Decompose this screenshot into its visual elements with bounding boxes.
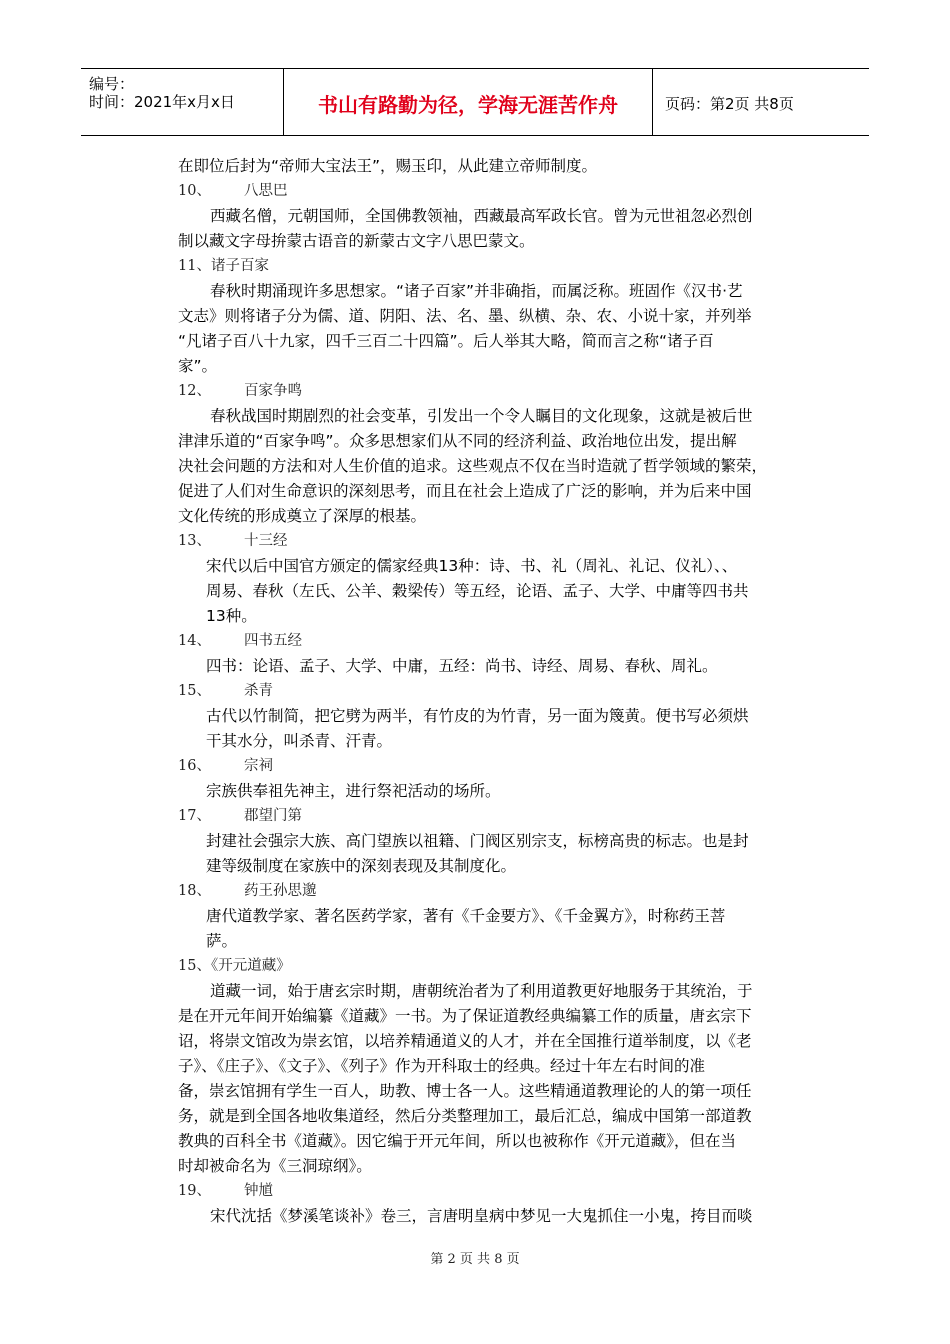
- body-text-line: 萨。: [206, 932, 238, 950]
- body-text-line: 家”。: [178, 357, 218, 375]
- section-heading: [178, 379, 818, 404]
- section-title: 宗祠: [244, 758, 273, 774]
- section-title: 药王孙思邈: [244, 883, 317, 899]
- section-number: 16、: [178, 758, 211, 774]
- body-text-line: 津津乐道的“百家争鸣”。众多思想家们从不同的经济利益、政治地位出发，提出解: [178, 432, 737, 450]
- body-text-line: 宗族供奉祖先神主，进行祭祀活动的场所。: [206, 782, 501, 800]
- header-meta-cell: [81, 69, 283, 135]
- section-number: 18、: [178, 883, 211, 899]
- body-text-line: 教典的百科全书《道藏》。因它编于开元年间，所以也被称作《开元道藏》，但在当: [178, 1132, 737, 1150]
- section-title: 百家争鸣: [244, 383, 302, 399]
- section-heading: [178, 754, 818, 779]
- body-text-line: 四书：论语、孟子、大学、中庸，五经：尚书、诗经、周易、春秋、周礼。: [206, 657, 718, 675]
- section-number: 10、: [178, 183, 211, 199]
- body-text-line: 制以藏文字母拚蒙古语音的新蒙古文字八思巴蒙文。: [178, 232, 535, 250]
- section-heading: [178, 679, 818, 704]
- body-text-line: 促进了人们对生命意识的深刻思考，而且在社会上造成了广泛的影响，并为后来中国: [178, 482, 752, 500]
- body-text-line: 周易、春秋（左氏、公羊、穀梁传）等五经，论语、孟子、大学、中庸等四书共: [206, 582, 749, 600]
- body-text-line: 决社会问题的方法和对人生价值的追求。这些观点不仅在当时造就了哲学领域的繁荣，: [178, 457, 768, 475]
- section-heading: [178, 529, 818, 554]
- body-text-line: “凡诸子百八十九家，四千三百二十四篇”。后人举其大略，简而言之称“诸子百: [178, 332, 714, 350]
- motto-text: 书山有路勤为径，学海无涯苦作舟: [318, 93, 618, 117]
- section-number: 13、: [178, 533, 211, 549]
- header-motto-cell: [283, 69, 653, 135]
- section-heading: [178, 254, 818, 279]
- body-text-line: 唐代道教学家、著名医药学家，著有《千金要方》、《千金翼方》，时称药王菩: [206, 907, 726, 925]
- header-page-cell: [653, 69, 869, 135]
- section-title: 郡望门第: [244, 808, 302, 824]
- body-text-line: 务，就是到全国各地收集道经，然后分类整理加工，最后汇总，编成中国第一部道教: [178, 1107, 752, 1125]
- body-text-line: 春秋时期涌现许多思想家。“诸子百家”并非确指，而属泛称。班固作《汉书·艺: [210, 282, 743, 300]
- body-text-line: 干其水分，叫杀青、汗青。: [206, 732, 393, 750]
- section-number: 19、: [178, 1183, 211, 1199]
- document-body: [178, 154, 818, 1229]
- body-text-line: 宋代沈括《梦溪笔谈补》卷三，言唐明皇病中梦见一大鬼抓住一小鬼，挎目而啖: [210, 1207, 753, 1225]
- time-label: 时间：2021年x月x日: [89, 93, 235, 111]
- section-heading: [178, 1179, 818, 1204]
- section-title: 八思巴: [244, 183, 288, 199]
- section-number: 15、《开元道藏》: [178, 958, 291, 974]
- body-text-line: 文化传统的形成奠立了深厚的根基。: [178, 507, 427, 525]
- section-heading: [178, 954, 818, 979]
- body-text-line: 封建社会强宗大族、高门望族以祖籍、门阀区别宗支，标榜高贵的标志。也是封: [206, 832, 749, 850]
- section-title: 十三经: [244, 533, 288, 549]
- section-number: 17、: [178, 808, 211, 824]
- body-text-line: 西藏名僧，元朝国师，全国佛教领袖，西藏最高军政长官。曾为元世祖忽必烈创: [210, 207, 753, 225]
- body-text-line: 宋代以后中国官方颁定的儒家经典13种：诗、书、礼（周礼、礼记、仪礼）、、: [206, 557, 738, 575]
- body-text-line: 是在开元年间开始编纂《道藏》一书。为了保证道教经典编纂工作的质量，唐玄宗下: [178, 1007, 752, 1025]
- section-number: 11、诸子百家: [178, 258, 269, 274]
- section-number: 12、: [178, 383, 211, 399]
- section-heading: [178, 179, 818, 204]
- section-heading: [178, 879, 818, 904]
- body-text-line: 子》、《庄子》、《文子》、《列子》作为开科取士的经典。经过十年左右时间的准: [178, 1057, 706, 1075]
- body-text-line: 春秋战国时期剧烈的社会变革，引发出一个令人瞩目的文化现象，这就是被后世: [210, 407, 753, 425]
- body-text-line: 在即位后封为“帝师大宝法王”，赐玉印，从此建立帝师制度。: [178, 157, 598, 175]
- body-text-line: 13种。: [206, 607, 257, 625]
- body-text-line: 道藏一词，始于唐玄宗时期，唐朝统治者为了利用道教更好地服务于其统治，于: [210, 982, 753, 1000]
- section-number: 14、: [178, 633, 211, 649]
- serial-number-label: 编号：: [89, 75, 135, 93]
- body-text-line: 时却被命名为《三洞琼纲》。: [178, 1157, 372, 1175]
- section-title: 四书五经: [244, 633, 302, 649]
- section-number: 15、: [178, 683, 211, 699]
- body-text-line: 备，崇玄馆拥有学生一百人，助教、博士各一人。这些精通道教理论的人的第一项任: [178, 1082, 752, 1100]
- section-title: 钟馗: [244, 1183, 273, 1199]
- body-text-line: 建等级制度在家族中的深刻表现及其制度化。: [206, 857, 517, 875]
- page-header: [81, 68, 869, 136]
- section-title: 杀青: [244, 683, 273, 699]
- body-text-line: 文志》则将诸子分为儒、道、阴阳、法、名、墨、纵横、杂、农、小说十家，并列举: [178, 307, 752, 325]
- body-text-line: 古代以竹制简，把它劈为两半，有竹皮的为竹青，另一面为篾黄。便书写必须烘: [206, 707, 749, 725]
- body-text-line: 诏，将崇文馆改为崇玄馆，以培养精通道义的人才，并在全国推行道举制度，以《老: [178, 1032, 752, 1050]
- page-number-label: 页码：第2页 共8页: [665, 95, 794, 113]
- section-heading: [178, 629, 818, 654]
- page-footer: 第 2 页 共 8 页: [430, 1252, 520, 1267]
- section-heading: [178, 804, 818, 829]
